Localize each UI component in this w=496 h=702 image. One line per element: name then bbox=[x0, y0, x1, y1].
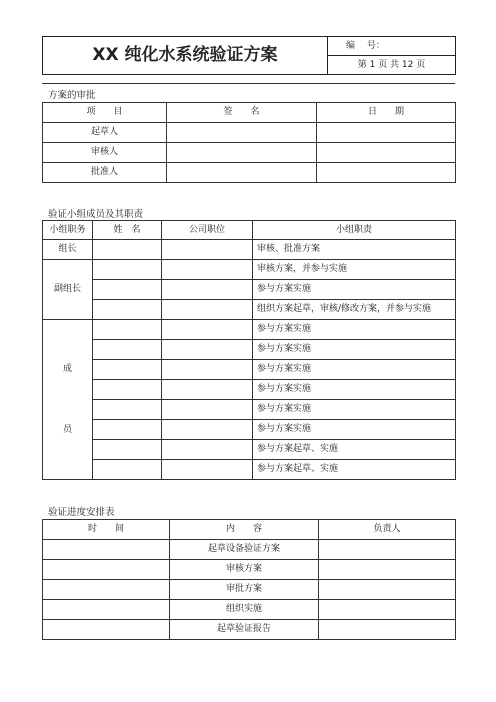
table-row bbox=[43, 123, 456, 143]
name-cell[interactable] bbox=[93, 320, 162, 340]
team-role-deputy: 副组长 bbox=[43, 260, 93, 320]
table-row bbox=[43, 143, 456, 163]
duty-cell: 参与方案实施 bbox=[253, 320, 456, 340]
table-row bbox=[43, 260, 456, 280]
name-cell[interactable] bbox=[93, 240, 162, 260]
header-divider bbox=[42, 83, 455, 84]
signature-cell[interactable] bbox=[167, 123, 317, 143]
owner-cell[interactable] bbox=[319, 580, 456, 600]
date-cell[interactable] bbox=[317, 123, 456, 143]
schedule-table bbox=[42, 519, 456, 640]
date-cell[interactable] bbox=[317, 163, 456, 183]
content-cell: 起草验证报告 bbox=[170, 620, 319, 640]
table-row bbox=[43, 360, 456, 380]
signature-cell[interactable] bbox=[167, 163, 317, 183]
time-cell[interactable] bbox=[43, 600, 170, 620]
position-cell[interactable] bbox=[162, 380, 253, 400]
position-cell[interactable] bbox=[162, 280, 253, 300]
content-cell: 审核方案 bbox=[170, 560, 319, 580]
table-row bbox=[43, 560, 456, 580]
column-header: 负责人 bbox=[319, 520, 456, 540]
table-row bbox=[43, 240, 456, 260]
team-header-row bbox=[43, 221, 456, 240]
position-cell[interactable] bbox=[162, 300, 253, 320]
duty-cell: 审核方案，并参与实施 bbox=[253, 260, 456, 280]
content-cell: 起草设备验证方案 bbox=[170, 540, 319, 560]
table-row bbox=[43, 600, 456, 620]
column-header: 公司职位 bbox=[162, 221, 253, 240]
approval-role: 起草人 bbox=[43, 123, 167, 143]
member-role-top: 成 bbox=[62, 363, 72, 374]
duty-cell: 参与方案实施 bbox=[253, 340, 456, 360]
position-cell[interactable] bbox=[162, 400, 253, 420]
document-header bbox=[42, 36, 456, 75]
approval-header-row bbox=[43, 103, 456, 123]
position-cell[interactable] bbox=[162, 320, 253, 340]
table-row bbox=[43, 420, 456, 440]
column-header: 项 目 bbox=[43, 103, 167, 123]
team-role-leader: 组长 bbox=[43, 240, 93, 260]
column-header: 日 期 bbox=[317, 103, 456, 123]
time-cell[interactable] bbox=[43, 560, 170, 580]
name-cell[interactable] bbox=[93, 380, 162, 400]
duty-cell: 参与方案起草、实施 bbox=[253, 460, 456, 480]
duty-cell: 参与方案实施 bbox=[253, 380, 456, 400]
position-cell[interactable] bbox=[162, 360, 253, 380]
member-role-bottom: 员 bbox=[62, 424, 72, 435]
name-cell[interactable] bbox=[93, 280, 162, 300]
table-row bbox=[43, 280, 456, 300]
table-row bbox=[43, 163, 456, 183]
schedule-header-row bbox=[43, 520, 456, 540]
duty-cell: 审核、批准方案 bbox=[253, 240, 456, 260]
name-cell[interactable] bbox=[93, 400, 162, 420]
approval-role: 审核人 bbox=[43, 143, 167, 163]
owner-cell[interactable] bbox=[319, 620, 456, 640]
owner-cell[interactable] bbox=[319, 540, 456, 560]
position-cell[interactable] bbox=[162, 340, 253, 360]
name-cell[interactable] bbox=[93, 300, 162, 320]
position-cell[interactable] bbox=[162, 420, 253, 440]
team-table bbox=[42, 220, 456, 480]
table-row bbox=[43, 460, 456, 480]
table-row bbox=[43, 540, 456, 560]
position-cell[interactable] bbox=[162, 440, 253, 460]
position-cell[interactable] bbox=[162, 260, 253, 280]
name-cell[interactable] bbox=[93, 260, 162, 280]
table-row bbox=[43, 340, 456, 360]
table-row bbox=[43, 400, 456, 420]
column-header: 内 容 bbox=[170, 520, 319, 540]
column-header: 签 名 bbox=[167, 103, 317, 123]
column-header: 姓 名 bbox=[93, 221, 162, 240]
content-cell: 组织实施 bbox=[170, 600, 319, 620]
document-code-label: 编 号： bbox=[328, 37, 456, 56]
time-cell[interactable] bbox=[43, 620, 170, 640]
column-header: 时 间 bbox=[43, 520, 170, 540]
table-row bbox=[43, 380, 456, 400]
table-row bbox=[43, 320, 456, 340]
duty-cell: 参与方案实施 bbox=[253, 360, 456, 380]
date-cell[interactable] bbox=[317, 143, 456, 163]
schedule-section-title: 验证进度安排表 bbox=[48, 507, 115, 518]
name-cell[interactable] bbox=[93, 360, 162, 380]
team-section-title: 验证小组成员及其职责 bbox=[48, 209, 144, 220]
owner-cell[interactable] bbox=[319, 600, 456, 620]
duty-cell: 参与方案起草、实施 bbox=[253, 440, 456, 460]
table-row bbox=[43, 580, 456, 600]
page-indicator: 第 1 页 共 12 页 bbox=[328, 56, 456, 75]
table-row bbox=[43, 620, 456, 640]
approval-role: 批准人 bbox=[43, 163, 167, 183]
table-row bbox=[43, 440, 456, 460]
duty-cell: 参与方案实施 bbox=[253, 400, 456, 420]
column-header: 小组职务 bbox=[43, 221, 93, 240]
name-cell[interactable] bbox=[93, 420, 162, 440]
owner-cell[interactable] bbox=[319, 560, 456, 580]
name-cell[interactable] bbox=[93, 440, 162, 460]
position-cell[interactable] bbox=[162, 460, 253, 480]
duty-cell: 参与方案实施 bbox=[253, 280, 456, 300]
name-cell[interactable] bbox=[93, 340, 162, 360]
time-cell[interactable] bbox=[43, 580, 170, 600]
duty-cell: 参与方案实施 bbox=[253, 420, 456, 440]
signature-cell[interactable] bbox=[167, 143, 317, 163]
approval-section-title: 方案的审批 bbox=[48, 90, 96, 101]
duty-cell: 组织方案起草，审核/修改方案，并参与实施 bbox=[253, 300, 456, 320]
approval-table bbox=[42, 102, 456, 183]
table-row bbox=[43, 300, 456, 320]
name-cell[interactable] bbox=[93, 460, 162, 480]
position-cell[interactable] bbox=[162, 240, 253, 260]
document-title: XX 纯化水系统验证方案 bbox=[43, 37, 328, 75]
team-role-members bbox=[43, 320, 93, 480]
content-cell: 审批方案 bbox=[170, 580, 319, 600]
column-header: 小组职责 bbox=[253, 221, 456, 240]
time-cell[interactable] bbox=[43, 540, 170, 560]
